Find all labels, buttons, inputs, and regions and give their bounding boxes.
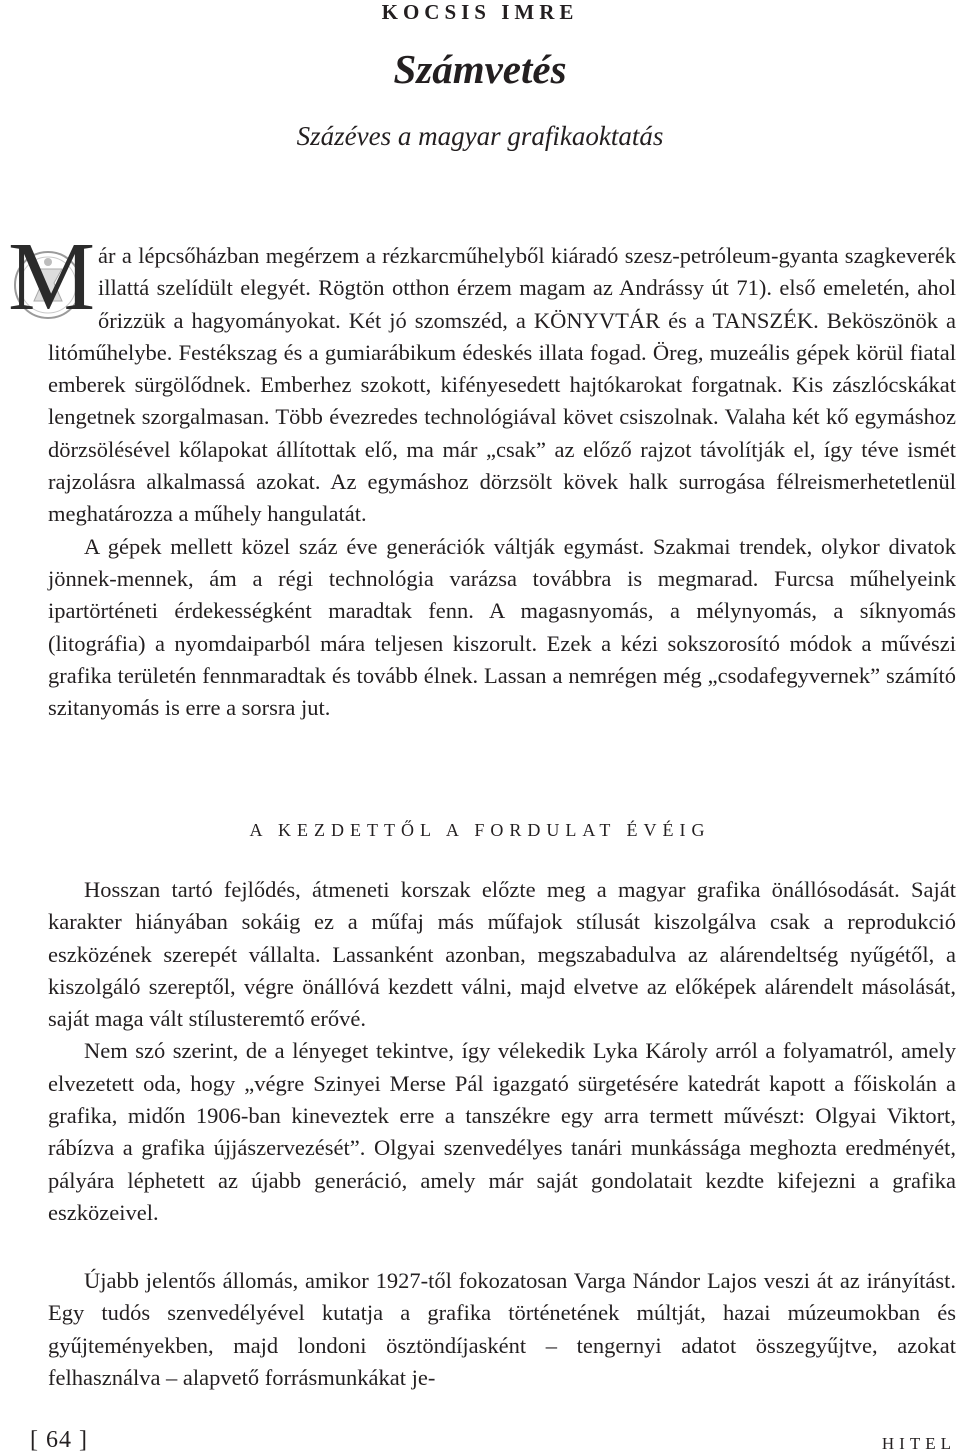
paragraph: Nem szó szerint, de a lényeget tekintve, így vélekedik Lyka Károly arról a folyamatról, amely elvezetett oda, hogy „végre Szinyei Merse Pál igazgató sürgetésére katedrát kapott a főiskolán a grafika, midőn 1906-ban kineveztek erre a tanszékre egy arra termett művészt: Olgyai Viktort, rábízva a grafika újjászervezését”. Olgyai szenvedélyes tanári munkássága meghozta eredményét, pályára léphetett az újabb generáció, amely már saját gondolatait kezdte kifejezni a grafika eszközeivel. <box>48 1038 956 1225</box>
paragraph: A gépek mellett közel száz éve generációk váltják egymást. Szakmai trendek, olykor divatok jönnek-mennek, ám a régi technológia varázsa továbbra is megmarad. Furcsa műhelyeink ipartörténeti érdekességként maradtak fenn. A magasnyomás, a mélynyomás, a síknyomás (litográfia) a nyomdaiparból mára teljesen kiszorult. Ezek a kézi sokszorosító módok a művészi grafika területén fennmaradtak és tovább élnek. Lassan a nemrégen még „csodafegyvernek” számító szitanyomás is erre a sorsra jut. <box>48 533 956 721</box>
journal-name: HITEL <box>881 1434 956 1453</box>
article-subtitle: Százéves a magyar grafikaoktatás <box>296 121 664 151</box>
dropcap-letter: M <box>8 223 96 331</box>
section-beginnings <box>48 874 956 1229</box>
section-intro <box>8 223 956 724</box>
paragraph: Újabb jelentős állomás, amikor 1927-től fokozatosan Varga Nándor Lajos veszi át az irányítást. Egy tudós szenvedélyével kutatja a grafika történetének múltját, hazai múzeumokban és gyűjteményekben, majd londoni ösztöndíjasként – tengernyi adatot összegyűjtve, azokat felhasználva – alapvető forrásmunkákat je- <box>48 1268 956 1390</box>
paragraph: ár a lépcsőházban megérzem a rézkarcműhelyből kiáradó szesz-petróleum-gyanta szagkeverék illattá szelídült elegyét. Rögtön otthon érzem magam az Andrássy út 71). első emeletén, ahol őrizzük a hagyományokat. Két jó szomszéd, a KÖNYVTÁR és a TANSZÉK. Beköszönök a litóműhelybe. Festékszag és a gumiarábikum édeskés illata fogad. Öreg, muzeális gépek körül fiatal emberek sürgölődnek. Emberhez szokott, kifényesedett hajtókarokat forgatnak. Kis zászlócskákat lengetnek szorgalmasan. Több évezredes technológiával követ csiszolnak. Valaha két kő egymáshoz dörzsölésével kőlapokat állítottak elő, ma már „csak” az előző rajzot távolítják el, így téve ismét rajzolásra alkalmassá azokat. Az egymáshoz dörzsölt kövek halk surrogása félreismerhetetlenül meghatározza a műhely hangulatát. <box>48 243 956 527</box>
article-title: Számvetés <box>393 46 567 92</box>
section-heading: A KEZDETTŐL A FORDULAT ÉVÉIG <box>249 820 711 840</box>
author-name: KOCSIS IMRE <box>381 0 579 24</box>
paragraph: Hosszan tartó fejlődés, átmeneti korszak előzte meg a magyar grafika önállósodását. Saját karakter hiányában sokáig ez a műfaj más műfajok stílusát kiszolgálva csak a reprodukció eszközének szerepét vállalta. Lassanként azonban, megszabadulva az alárendeltség nyűgétől, a kiszolgáló szereptől, végre önállóvá kezdett válni, majd elvetve az előképek alárendelt másolását, saját maga vált stílusteremtő erővé. <box>48 877 956 1032</box>
section-continuation <box>48 1265 956 1394</box>
ornamental-dropcap-icon <box>8 223 96 331</box>
page-number: [ 64 ] <box>30 1427 88 1453</box>
